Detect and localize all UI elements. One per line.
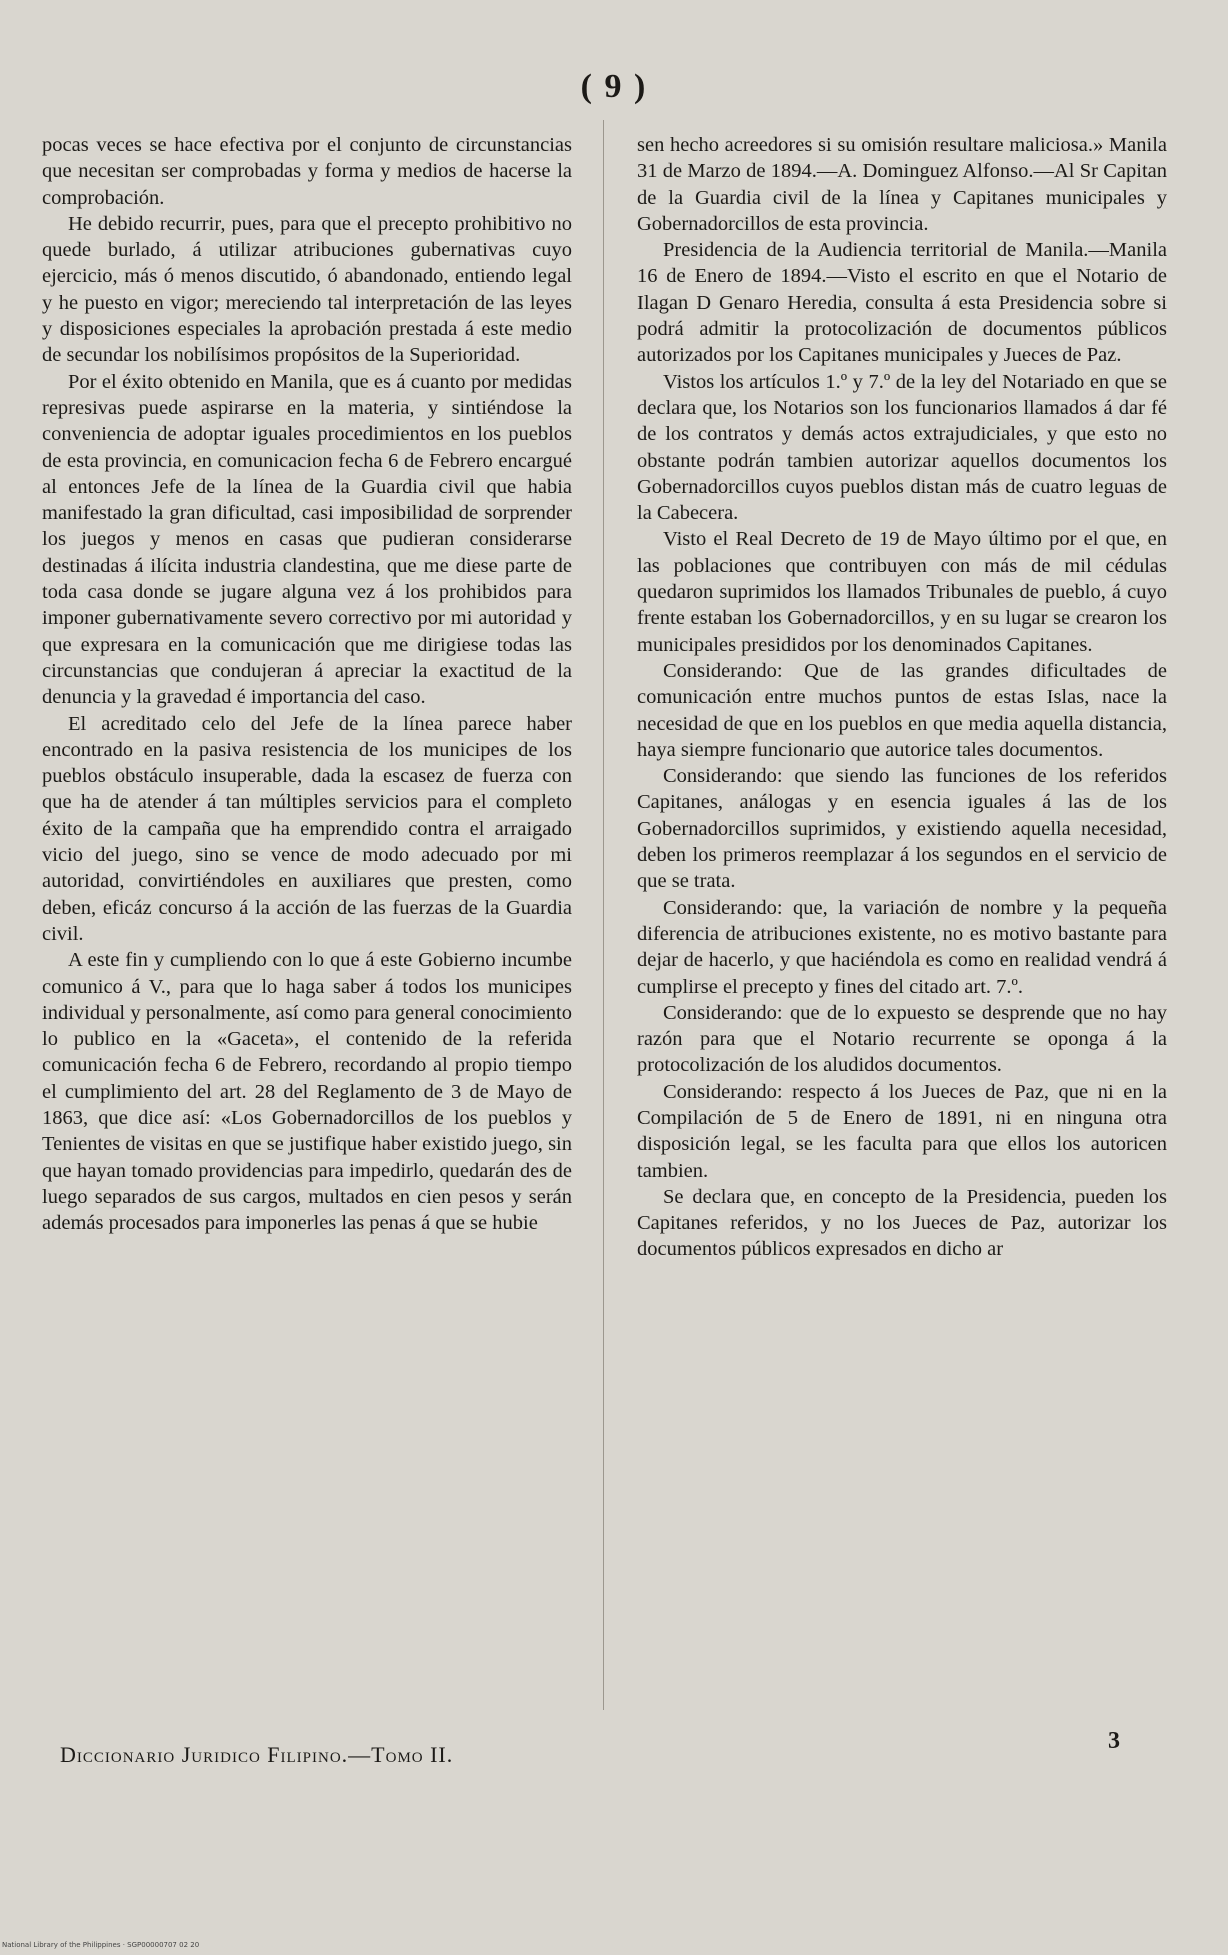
- paragraph: Considerando: respecto á los Jueces de Paz, que ni en la Compilación de 5 de Enero de 1891, ni en ninguna otra disposición legal, se les faculta para que ellos los autoricen tambien.: [637, 1080, 1167, 1182]
- right-column: [637, 132, 1167, 1263]
- paragraph: sen hecho acreedores si su omisión resultare maliciosa.» Manila 31 de Marzo de 1894.—A. Dominguez Alfonso.—Al Sr Capitan de la Guardia civil de la línea y Capitanes municipales y Gobernadorcillos de esta provincia.: [637, 134, 1167, 235]
- paragraph: He debido recurrir, pues, para que el precepto prohibitivo no quede burlado, á utilizar atribuciones gubernativas cuyo ejercicio, más ó menos discutido, ó abandonado, entiendo legal y he puesto en vigor; mereciendo tal interpretación de las leyes y disposiciones especiales la aprobación prestada á este medio de secundar los nobilísimos propósitos de la Superioridad.: [42, 212, 572, 367]
- paragraph: Presidencia de la Audiencia territorial de Manila.—Manila 16 de Enero de 1894.—Visto el escrito en que el Notario de Ilagan D Genaro Heredia, consulta á esta Presidencia sobre si podrá admitir la protocolización de documentos públicos autorizados por los Capitanes municipales y Jueces de Paz.: [637, 239, 1167, 367]
- paragraph: Considerando: que, la variación de nombre y la pequeña diferencia de atribuciones existente, no es motivo bastante para dejar de hacerlo, y que haciéndola es como en realidad vendrá á cumplirse el precepto y fines del citado art. 7.º.: [637, 896, 1167, 998]
- paragraph: Vistos los artículos 1.º y 7.º de la ley del Notariado en que se declara que, los Notarios son los funcionarios llamados á dar fé de los contratos y demás actos extrajudiciales, y que esto no obstante podrán tambien autorizar aquellos documentos los Gobernadorcillos cuyos pueblos distan más de cuatro leguas de la Cabecera.: [637, 370, 1167, 525]
- paragraph: El acreditado celo del Jefe de la línea parece haber encontrado en la pasiva resistencia de los municipes de los pueblos obstáculo insuperable, dada la escasez de fuerza con que ha de atender á tan múltiples servicios para el completo éxito de la campaña que ha emprendido contra el arraigado vicio del juego, sino se vence de modo adecuado por mi autoridad, convirtiéndoles en auxiliares que presten, como deben, eficáz concurso á la acción de las fuerzas de la Guardia civil.: [42, 712, 572, 945]
- paragraph: Considerando: que de lo expuesto se desprende que no hay razón para que el Notario recurrente se oponga á la protocolización de los aludidos documentos.: [637, 1001, 1167, 1077]
- running-footer: Diccionario Juridico Filipino.—Tomo II.: [60, 1742, 454, 1767]
- paragraph: Considerando: que siendo las funciones de los referidos Capitanes, análogas y en esencia iguales á las de los Gobernadorcillos suprimidos, y existiendo aquella necesidad, deben los primeros reemplazar á los segundos en el servicio de que se trata.: [637, 765, 1167, 893]
- left-column: [42, 132, 572, 1236]
- page-number: ( 9 ): [580, 68, 648, 105]
- paragraph: Considerando: Que de las grandes dificultades de comunicación entre muchos puntos de estas Islas, nace la necesidad de que en los pueblos en que media aquella distancia, haya siempre funcionario que autorice tales documentos.: [637, 659, 1167, 761]
- signature-mark: 3: [1108, 1728, 1120, 1754]
- paragraph: Por el éxito obtenido en Manila, que es á cuanto por medidas represivas puede aspirarse en la materia, y sintiéndose la conveniencia de adoptar iguales procedimientos en los pueblos de esta provincia, en comunicacion fecha 6 de Febrero encargué al entonces Jefe de la línea de la Guardia civil que habia manifestado la gran dificultad, casi imposibilidad de sorprender los juegos y menos en casas que pudieran considerarse destinadas á ilícita industria clandestina, que me diese parte de toda casa donde se jugare alguna vez á los prohibidos para imponer gubernativamente severo correctivo por mi autoridad y que expresara en la comunicación que me dirigiese todas las circunstancias que condujeran á apreciar la exactitud de la denuncia y la gravedad é importancia del caso.: [42, 370, 572, 709]
- paragraph: Visto el Real Decreto de 19 de Mayo último por el que, en las poblaciones que contribuyen con más de mil cédulas quedaron suprimidos los llamados Tribunales de pueblo, á cuyo frente estaban los Gobernadorcillos, y en su lugar se crearon los municipales presididos por los denominados Capitanes.: [637, 528, 1167, 656]
- paragraph: pocas veces se hace efectiva por el conjunto de circunstancias que necesitan ser comprobadas y forma y medios de hacerse la comprobación.: [42, 134, 572, 209]
- column-divider: [603, 120, 604, 1710]
- paragraph: A este fin y cumpliendo con lo que á este Gobierno incumbe comunico á V., para que lo haga saber á todos los municipes individual y personalmente, así como para general conocimiento lo publico en la «Gaceta», el contenido de la referida comunicación fecha 6 de Febrero, recordando al propio tiempo el cumplimiento del art. 28 del Reglamento de 3 de Mayo de 1863, que dice así: «Los Gobernadorcillos de los pueblos y Tenientes de visitas en que se justifique haber existido juego, sin que hayan tomado providencias para impedirlo, quedarán des de luego separados de sus cargos, multados en cien pesos y serán además procesados para imponerles las penas á que se hubie: [42, 949, 572, 1235]
- scan-credit: National Library of the Philippines · SGP00000707 02 20: [2, 1941, 200, 1949]
- paragraph: Se declara que, en concepto de la Presidencia, pueden los Capitanes referidos, y no los Jueces de Paz, autorizar los documentos públicos expresados en dicho ar: [637, 1185, 1167, 1261]
